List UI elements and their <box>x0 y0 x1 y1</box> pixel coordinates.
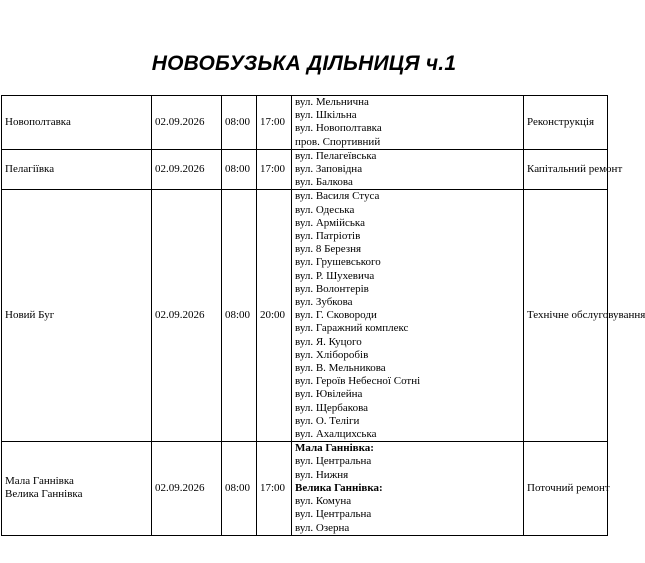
streets-cell <box>292 190 524 442</box>
street-group-heading: Велика Ганнівка: <box>295 481 383 494</box>
street-name: вул. Василя Стуса <box>295 190 380 203</box>
end-time-cell: 17:00 <box>257 149 292 190</box>
table-row <box>2 190 608 442</box>
street-group-heading: Мала Ганнівка: <box>295 442 374 455</box>
street-name: вул. Мельнична <box>295 96 369 108</box>
end-time-cell: 17:00 <box>257 442 292 535</box>
street-name: вул. Одеська <box>295 203 355 216</box>
date-cell: 02.09.2026 <box>152 442 222 535</box>
street-name: вул. Нижня <box>295 468 349 481</box>
street-name: вул. 8 Березня <box>295 243 362 256</box>
village-cell <box>2 96 152 150</box>
table-row <box>2 442 608 535</box>
street-name: вул. Патріотів <box>295 230 361 243</box>
village-name: Мала Ганнівка <box>5 475 74 488</box>
street-name: вул. Зубкова <box>295 296 353 309</box>
street-name: вул. Озерна <box>295 521 350 534</box>
date-cell: 02.09.2026 <box>152 149 222 190</box>
street-name: вул. Балкова <box>295 176 353 189</box>
village-name: Новополтавка <box>5 115 71 128</box>
street-name: вул. Комуна <box>295 495 352 508</box>
village-cell <box>2 442 152 535</box>
date-cell: 02.09.2026 <box>152 96 222 150</box>
end-time-cell: 20:00 <box>257 190 292 442</box>
street-name: вул. Я. Куцого <box>295 335 362 348</box>
street-name: вул. Хліборобів <box>295 348 369 361</box>
work-type-cell: Реконструкція <box>524 96 608 150</box>
street-name: вул. Ювілейна <box>295 388 363 401</box>
streets-cell <box>292 96 524 150</box>
street-name: вул. Армійська <box>295 216 365 229</box>
street-name: вул. Щербакова <box>295 401 368 414</box>
street-name: вул. Волонтерів <box>295 282 369 295</box>
page-title: НОВОБУЗЬКА ДІЛЬНИЦЯ ч.1 <box>151 52 457 75</box>
schedule-body <box>2 96 645 536</box>
work-type-cell: Капітальний ремонт <box>524 149 608 190</box>
village-name: Новий Буг <box>5 309 55 322</box>
street-name: вул. Грушевського <box>295 256 381 269</box>
street-name: вул. Центральна <box>295 508 372 521</box>
table-row <box>2 96 608 150</box>
village-name: Пелагіївка <box>5 163 55 176</box>
start-time-cell: 08:00 <box>222 442 257 535</box>
street-name: вул. Новополтавка <box>295 122 382 135</box>
start-time-cell: 08:00 <box>222 96 257 150</box>
table-row <box>2 149 608 190</box>
street-name: вул. Пелагеївська <box>295 149 377 162</box>
street-name: вул. Заповідна <box>295 163 363 176</box>
schedule-table <box>1 95 645 536</box>
street-name: вул. Ахалцихська <box>295 428 377 441</box>
street-name: вул. В. Мельникова <box>295 362 386 375</box>
street-name: пров. Спортивний <box>295 135 381 148</box>
street-name: вул. Героїв Небесної Сотні <box>295 375 421 388</box>
village-name: Велика Ганнівка <box>5 488 83 501</box>
village-cell <box>2 149 152 190</box>
village-cell <box>2 190 152 442</box>
streets-cell <box>292 442 524 535</box>
start-time-cell: 08:00 <box>222 149 257 190</box>
street-name: вул. Р. Шухевича <box>295 269 375 282</box>
end-time-cell: 17:00 <box>257 96 292 150</box>
work-type-cell: Поточний ремонт <box>524 442 608 535</box>
date-cell: 02.09.2026 <box>152 190 222 442</box>
street-name: вул. Центральна <box>295 455 372 468</box>
street-name: вул. Г. Сковороди <box>295 309 377 322</box>
streets-cell <box>292 149 524 190</box>
street-name: вул. Шкільна <box>295 109 357 122</box>
street-name: вул. Гаражний комплекс <box>295 322 409 335</box>
start-time-cell: 08:00 <box>222 190 257 442</box>
work-type-cell: Технічне обслуговування <box>524 190 608 442</box>
street-name: вул. О. Теліги <box>295 414 360 427</box>
